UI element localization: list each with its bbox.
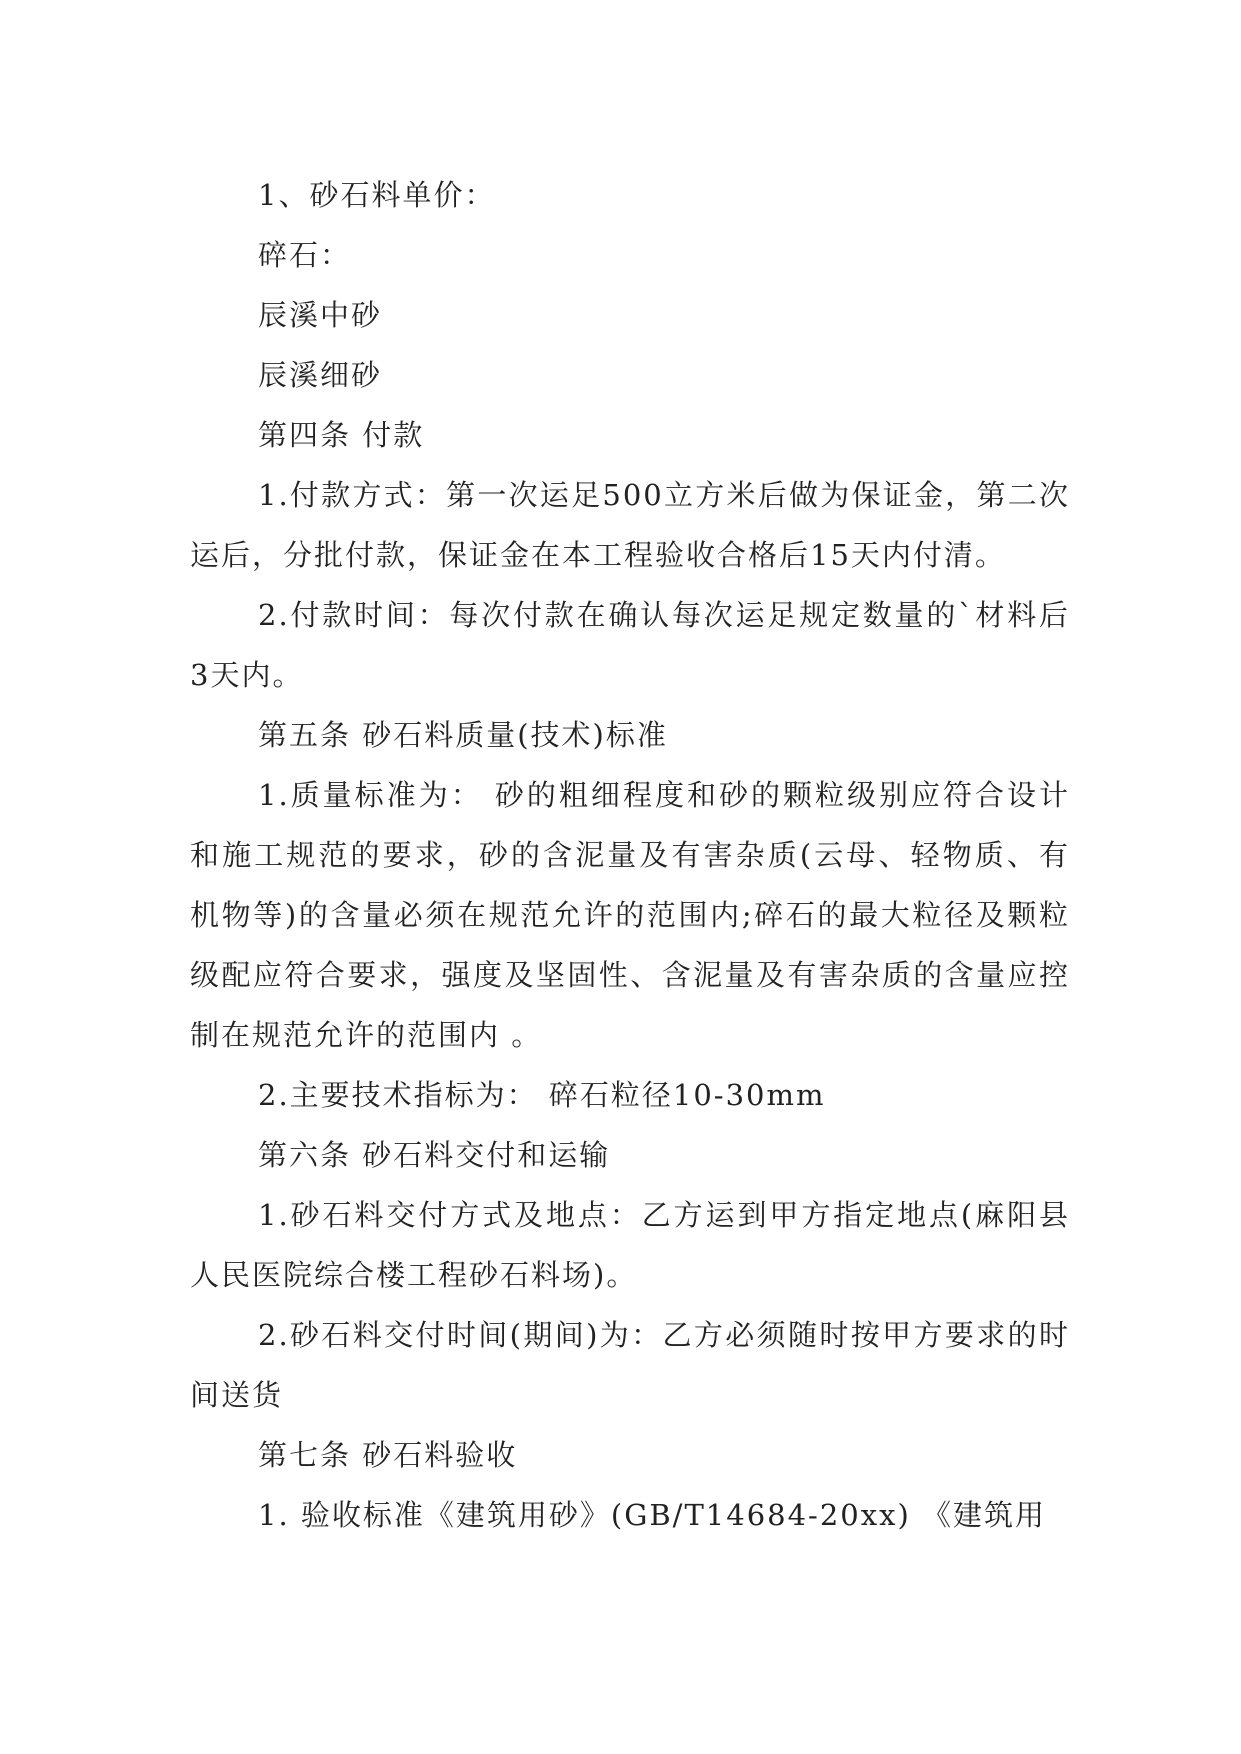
paragraph-medium-sand: 辰溪中砂 [258,298,383,332]
paragraph-delivery-time: 2.砂石料交付时间(期间)为：乙方必须随时按甲方要求的时间送货 [190,1318,1070,1412]
paragraph-quality-standard: 1.质量标准为： 砂的粗细程度和砂的颗粒级别应符合设计和施工规范的要求，砂的含泥量及有害杂质(云母、轻物质、有机物等)的含量必须在规范允许的范围内;碎石的最大粒径及颗粒级配应符合要求，强度及坚固性、含泥量及有害杂质的含量应控制在规范允许的范围内 。 [190,778,1070,1052]
document-body [190,165,1070,1545]
paragraph-fine-sand: 辰溪细砂 [258,358,383,392]
article-4-heading: 第四条 付款 [258,418,425,452]
paragraph-crushed-stone: 碎石： [258,238,352,272]
paragraph-technical-indicators: 2.主要技术指标为： 碎石粒径10-30mm [258,1078,826,1112]
article-6-heading: 第六条 砂石料交付和运输 [258,1138,611,1172]
article-7-heading: 第七条 砂石料验收 [258,1438,518,1472]
paragraph-payment-method: 1.付款方式：第一次运足500立方米后做为保证金，第二次运后，分批付款，保证金在本工程验收合格后15天内付清。 [190,478,1070,572]
paragraph-acceptance-standard: 1. 验收标准《建筑用砂》(GB/T14684-20xx) 《建筑用 [258,1498,1046,1532]
paragraph-unit-price-heading: 1、砂石料单价： [258,178,496,212]
article-5-heading: 第五条 砂石料质量(技术)标准 [258,718,668,752]
paragraph-payment-time: 2.付款时间：每次付款在确认每次运足规定数量的`材料后3天内。 [190,598,1070,692]
paragraph-delivery-method: 1.砂石料交付方式及地点：乙方运到甲方指定地点(麻阳县人民医院综合楼工程砂石料场)。 [190,1198,1070,1292]
